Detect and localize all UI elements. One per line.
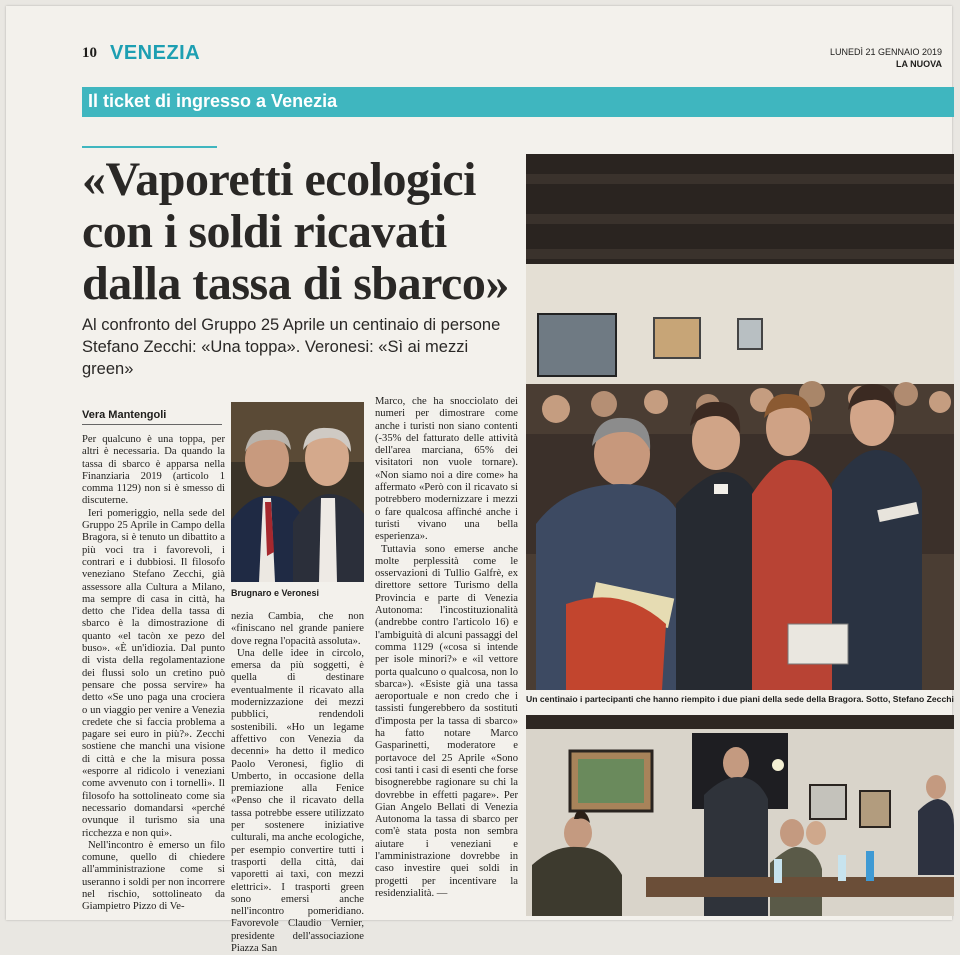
page-number: 10: [82, 45, 97, 61]
paragraph: Tuttavia sono emerse anche molte perplessità come le osservazioni di Tullio Galfrè, ex direttore settore Turismo della Provincia e parte di Venezia Autonoma: l'incostituzionalità (andrebbe contro l'articolo 16) e l'ambiguità di alcuni passaggi del comma 1129 («cosa si intende per isole minori?» e «il vettore porta qualcuno o qualcosa, non lo sbarca»). «Esiste già una tassa aeroportuale e non credo che i tassisti fungerebbero da sostituti d'imposta per la tassa di sbarco» ha fatto notare Marco Gasparinetti, moderatore e portavoce del 25 Aprile «Sono così tanti i casi di esenti che forse bisognerebbe ragionare su chi la dovrebbe in effetti pagare». Per Gian Angelo Bellati di Venezia Autonoma la tassa di sbarco per com'è stata posta non sembra aiutare i veneziani e l'amministrazione dovrebbe in caso investire quei soldi in progetti per incentivare la residenzialità. —: [375, 543, 518, 899]
kicker-rule: [82, 146, 217, 148]
main-photo-caption: Un centinaio i partecipanti che hanno riempito i due piani della sede della Bragora. Sotto, Stefano Zecchi: [526, 694, 954, 704]
newspaper-page: [6, 6, 954, 955]
speaker-photo-graphic: [526, 715, 954, 916]
inset-photo-graphic: [231, 402, 364, 582]
inset-caption: Brugnaro e Veronesi: [231, 588, 320, 598]
paragraph: Nell'incontro è emerso un filo comune, quello di chiedere all'amministrazione come si useranno i soldi per non incorrere nel rischio, sottolineato da Giampietro Pizzo di Ve-: [82, 839, 225, 913]
paragraph: Ieri pomeriggio, nella sede del Gruppo 25 Aprile in Campo della Bragora, si è tenuto un dibattito a più voci tra i favorevoli, i contrari e i dubbiosi. Il filosofo veneziano Stefano Zecchi, già assessore alla Cultura a Milano, ma sempre di casa in città, ha detto che l'idea della tassa di sbarco è la dimostrazione di quanto «el tacòn xe pezo del buso». «È un'idiozia. Dal punto di vista della regolamentazione dei flussi solo un cretino può pensare che possa servire» ha detto «Se uno paga una crociera o un viaggio per venire a Venezia credete che si faccia problema a pagare sei euro in più?». Zecchi sostiene che manchi una visione di città e che la misura possa «esporre al ridicolo i veneziani come avvenuto con i tornelli». Il filosofo ha sottolineato come sia necessario domandarsi «perché ovunque il turismo sia una ricchezza e non qui».: [82, 507, 225, 839]
paragraph: Una delle idee in circolo, emersa da più soggetti, è quella di destinare eventualmente il ricavato alla modernizzazione dei mezzi pubblici, rendendoli sostenibili. «Ho un legame affettivo con Venezia da decenni» ha detto il medico Paolo Veronesi, figlio di Umberto, in occasione della premiazione alla Fenice «Penso che il ricavato della tassa potrebbe essere utilizzato per sostenere iniziative culturali, ma anche ecologiche, per esempio convertire tutti i trasporti della città, dai vaporetti ai taxi, con mezzi elettrici». I trasporti green sono emersi anche nell'incontro pomeridiano. Favorevole Claudio Vernier, presidente dell'associazione Piazza San: [231, 647, 364, 955]
byline-rule: [82, 424, 222, 425]
topic-label: Il ticket di ingresso a Venezia: [88, 91, 338, 111]
topic-bar: [82, 87, 954, 117]
paragraph: Marco, che ha snocciolato dei numeri per dimostrare come anche i turisti non siano contenti (-35% del fatturato delle attività dell'area marciana, 65% dei visitatori non vuole tornare). «Non siamo noi a dire come» ha affermato «Però con il ricavato si potrebbero modernizzare i mezzi o fare qualcosa affinché anche i turisti vivano una bella esperienza».: [375, 396, 518, 543]
section-title: VENEZIA: [110, 42, 201, 64]
byline: Vera Mantengoli: [82, 409, 167, 421]
dateline: [830, 46, 942, 70]
newspaper-name: LA NUOVA: [896, 59, 942, 69]
article-column-3: [375, 396, 518, 914]
headline-line-3: dalla tassa di sbarco»: [82, 257, 509, 310]
audience-photo-graphic: [526, 154, 954, 690]
subheadline: [82, 314, 522, 380]
article-column-2: [231, 611, 364, 955]
subheadline-line-1: Al confronto del Gruppo 25 Aprile un centinaio di persone: [82, 316, 501, 334]
paragraph: nezia Cambia, che non «finiscano nel grande paniere dove regna l'opacità assoluta».: [231, 611, 364, 647]
audience-photo: [526, 154, 954, 690]
headline: [82, 154, 522, 310]
inset-photo: [231, 402, 364, 582]
publication-date: LUNEDÌ 21 GENNAIO 2019: [829, 47, 942, 57]
paragraph: Per qualcuno è una toppa, per altri è necessaria. Da quando la tassa di sbarco è apparsa nella Finanziaria 2019 (articolo 1 comma 1129) non si è smesso di discuterne.: [82, 434, 225, 507]
headline-line-1: «Vaporetti ecologici: [82, 153, 476, 206]
speaker-photo: [526, 715, 954, 916]
headline-line-2: con i soldi ricavati: [82, 205, 447, 258]
article-column-1: [82, 434, 225, 914]
subheadline-line-2: Stefano Zecchi: «Una toppa». Veronesi: «Sì ai mezzi green»: [82, 338, 469, 378]
